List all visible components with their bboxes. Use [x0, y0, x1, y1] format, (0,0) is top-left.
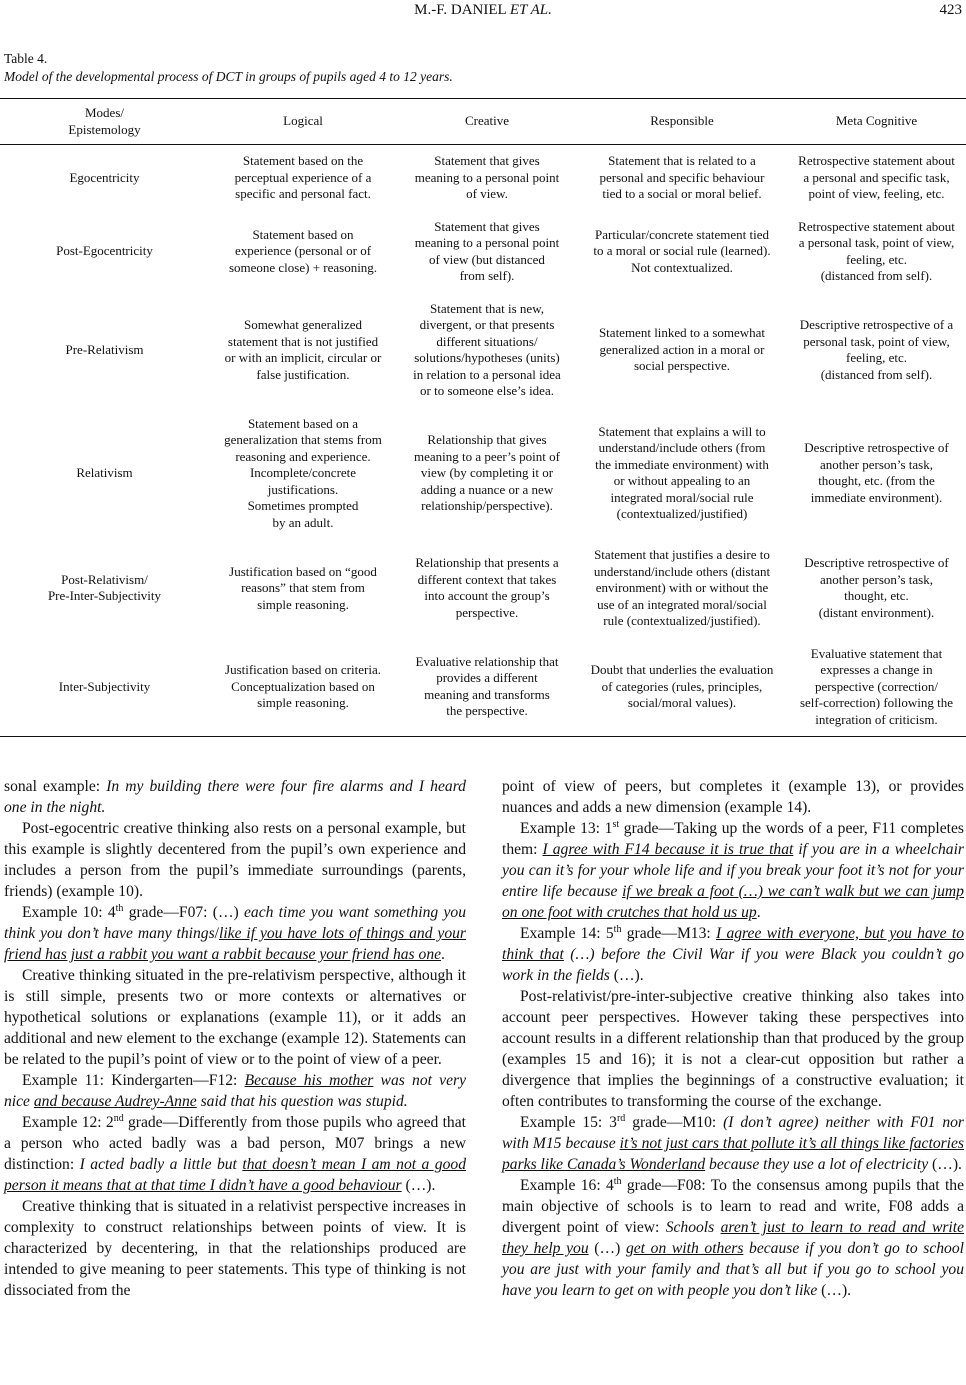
cell-logical: Somewhat generalized statement that is not justified or with an implicit, circular or false justification.	[224, 317, 382, 382]
column-header-metacognitive: Meta Cognitive	[835, 113, 918, 129]
cell-metacognitive: Descriptive retrospective of another person’s task, thought, etc. (from the immediate environment).	[804, 440, 949, 505]
developmental-model-table	[0, 98, 966, 737]
text-span: grade—Taking up the words of a peer, F11 completes them:	[502, 820, 964, 858]
row-mode: Pre-Relativism	[65, 341, 144, 357]
quoted-example: said that his question was stupid.	[196, 1093, 408, 1110]
running-header	[0, 2, 966, 19]
underlined-quote: I agree with F14 because it is true that	[542, 841, 794, 858]
cell-metacognitive: Descriptive retrospective of another person’s task, thought, etc. (distant environment).	[804, 555, 949, 620]
row-mode: Post-Relativism/ Pre-Inter-Subjectivity	[47, 571, 162, 604]
example-15	[502, 1112, 964, 1175]
text-span: grade—M10:	[625, 1114, 724, 1131]
text-span: grade—Differently from those pupils who agreed that a person who acted badly was a bad person, M07 brings a new distinction:	[4, 1114, 466, 1173]
table-row	[0, 638, 966, 737]
quoted-example: In my building there were four fire alarms and I heard one in the night.	[4, 778, 466, 816]
underlined-quote: get on with others	[625, 1240, 744, 1257]
underlined-quote: if we break a foot (…) we can’t walk but we can jump on one foot with crutches that hold us up	[502, 883, 964, 921]
cell-metacognitive: Descriptive retrospective of a personal task, point of view, feeling, etc. (distanced from self).	[799, 317, 954, 382]
ordinal-suffix: th	[613, 923, 622, 935]
quoted-example: each time you want something you think you don’t have many things	[4, 904, 466, 942]
example-14	[502, 923, 964, 986]
table-label: Table 4.	[4, 51, 48, 66]
quoted-example: (I don’t agree) neither with F01 nor with M15 because	[502, 1114, 964, 1152]
table-row	[0, 211, 966, 293]
column-header-responsible: Responsible	[650, 113, 714, 129]
table-row	[0, 145, 966, 211]
running-header-author: M.-F. DANIEL	[414, 2, 507, 18]
text-span: grade—F07: (…)	[123, 904, 244, 921]
text-span: Example 15: 3	[520, 1114, 617, 1131]
ordinal-suffix: rd	[616, 1112, 626, 1124]
text-span: (…).	[401, 1177, 436, 1194]
table-header-row	[0, 99, 966, 145]
paragraph: point of view of peers, but completes it (example 13), or provides nuances and adds a new dimension (example 14).	[502, 778, 964, 816]
underlined-quote: aren’t just to learn to read and write they help you	[502, 1219, 964, 1257]
example-11	[4, 1070, 466, 1112]
paragraph	[4, 776, 466, 818]
cell-logical: Statement based on the perceptual experience of a specific and personal fact.	[234, 153, 372, 201]
text-span: (…).	[817, 1282, 852, 1299]
table-row	[0, 293, 966, 408]
cell-creative: Relationship that gives meaning to a peer’s point of view (by completing it or adding a nuance or a new relationship/perspective).	[414, 432, 560, 513]
text-span: (…).	[609, 967, 644, 984]
left-text-column	[4, 776, 466, 1301]
text-span: Example 10: 4	[22, 904, 116, 921]
quoted-example: (…) before the Civil War if you were Black you couldn’t go work in the fields	[502, 946, 965, 984]
cell-responsible: Statement that justifies a desire to understand/include others (distant environment) with or without the use of an integrated moral/social rule (contextualized/justified).	[593, 547, 771, 628]
underlined-quote: I agree with everyone, but you have to think that	[502, 925, 964, 963]
cell-metacognitive: Retrospective statement about a personal task, point of view, feeling, etc. (distanced from self).	[798, 218, 955, 283]
text-span: (…)	[588, 1240, 626, 1257]
column-header-creative: Creative	[464, 113, 510, 129]
row-mode: Post-Egocentricity	[56, 243, 153, 259]
table-row	[0, 408, 966, 540]
ordinal-suffix: th	[115, 902, 124, 914]
cell-creative: Statement that is new, divergent, or that presents different situations/ solutions/hypotheses (units) in relation to a personal idea or to someone else’s idea.	[413, 300, 561, 398]
ordinal-suffix: th	[613, 1175, 622, 1187]
quoted-example: because if you don’t go to school you are just with your family and that’s all but if you go to school you have you learn to get on with people you don’t like	[502, 1240, 964, 1299]
cell-logical: Justification based on criteria. Conceptualization based on simple reasoning.	[225, 662, 381, 710]
ordinal-suffix: st	[612, 818, 620, 830]
cell-responsible: Statement that explains a will to understand/include others (from the immediate environment) with or without appealing to an integrated moral/social rule (contextualized/justified)	[595, 423, 769, 522]
example-13	[502, 818, 964, 923]
quoted-example: Schools	[665, 1219, 721, 1236]
column-header-modes: Modes/ Epistemology	[68, 105, 141, 137]
text-span: grade—M13:	[621, 925, 716, 942]
row-mode: Inter-Subjectivity	[58, 678, 151, 694]
page-number: 423	[939, 2, 962, 18]
text-span: Example 16: 4	[520, 1177, 614, 1194]
quoted-example: because they use a lot of electricity	[705, 1156, 929, 1173]
example-10	[4, 902, 466, 965]
running-header-etal: ET AL.	[509, 2, 552, 18]
cell-creative: Evaluative relationship that provides a different meaning and transforms the perspective.	[415, 653, 559, 719]
paragraph: Creative thinking situated in the pre-relativism perspective, although it is still simple, presents two or more contexts or alternatives or hypothetical solutions or explanations (example 11), or it adds an additional and new element to the exchange (example 12). Statements can be related to the pupil’s point of view or to the point of view of a peer.	[4, 967, 467, 1068]
underlined-quote: like if you have lots of things and your friend has just a rabbit you want a rabbit because your friend has one	[4, 925, 466, 963]
example-12	[4, 1112, 466, 1196]
text-span: .	[756, 904, 761, 921]
cell-responsible: Statement that is related to a personal and specific behaviour tied to a social or moral belief.	[599, 153, 765, 201]
quoted-example: was not very nice	[4, 1072, 466, 1110]
cell-creative: Statement that gives meaning to a personal point of view (but distanced from self).	[414, 218, 560, 283]
cell-creative: Relationship that presents a different context that takes into account the group’s perspective.	[415, 555, 559, 620]
text-span: Example 13: 1	[520, 820, 613, 837]
cell-responsible: Particular/concrete statement tied to a moral or social rule (learned). Not contextualized.	[593, 226, 771, 275]
example-16	[502, 1175, 964, 1301]
cell-metacognitive: Evaluative statement that expresses a change in perspective (correction/ self-correction) following the integration of criticism.	[799, 645, 954, 727]
text-span: Example 14: 5	[520, 925, 614, 942]
right-text-column	[502, 776, 964, 1301]
text-span: Example 11: Kindergarten—F12:	[22, 1072, 245, 1089]
row-mode: Relativism	[76, 465, 133, 480]
cell-responsible: Statement linked to a somewhat generalized action in a moral or social perspective.	[598, 325, 766, 374]
underlined-quote: Because his mother	[244, 1072, 374, 1089]
underlined-quote: that doesn’t mean I am not a good person it means that at that time I didn’t have a good behaviour	[4, 1156, 466, 1194]
quoted-example: I acted badly a little but	[79, 1156, 243, 1173]
quoted-example: if you are in a wheelchair you can it’s for your whole life and if you break your foot it’s not for your entire life because	[502, 841, 964, 900]
table-title: Model of the developmental process of DCT in groups of pupils aged 4 to 12 years.	[4, 69, 453, 84]
text-span: sonal example:	[4, 778, 107, 795]
row-mode: Egocentricity	[69, 169, 140, 185]
paragraph: Post-egocentric creative thinking also rests on a personal example, but this example is slightly decentered from the pupil’s own experience and includes a person from the pupil’s immediate surroundings (parents, friends) (example 10).	[4, 820, 466, 900]
text-span: .	[441, 946, 445, 963]
text-span: /	[214, 925, 220, 942]
text-span: (…).	[928, 1156, 962, 1173]
table-caption	[4, 50, 453, 86]
cell-logical: Justification based on “good reasons” that stem from simple reasoning.	[229, 563, 377, 612]
text-span: Example 12: 2	[22, 1114, 114, 1131]
cell-metacognitive: Retrospective statement about a personal and specific task, point of view, feeling, etc.	[798, 153, 955, 201]
table-row	[0, 539, 966, 638]
underlined-quote: it’s not just cars that pollute it’s all things like factories parks like Canada’s Wonderland	[502, 1135, 965, 1173]
cell-creative: Statement that gives meaning to a personal point of view.	[414, 153, 560, 201]
cell-logical: Statement based on a generalization that stems from reasoning and experience. Incomplete/concrete justifications. Sometimes prompted by an adult.	[224, 415, 382, 530]
ordinal-suffix: nd	[113, 1112, 124, 1124]
underlined-quote: and because Audrey-Anne	[33, 1093, 197, 1110]
paragraph: Creative thinking that is situated in a relativist perspective increases in complexity to construct relationships between points of view. It is characterized by decentering, in that the relationships produced are intended to give meaning to peer statements. This type of thinking is not dissociated from the	[4, 1198, 466, 1299]
paragraph: Post-relativist/pre-inter-subjective creative thinking also takes into account peer perspectives. However taking these perspectives into account results in a different relationship than that produced by the group (examples 15 and 16); it is not a clear-cut opposition but rather a divergence that implies the beginnings of a constructive evaluation; it often contributes to transforming the course of the exchange.	[502, 988, 964, 1110]
cell-responsible: Doubt that underlies the evaluation of categories (rules, principles, social/moral values).	[590, 662, 774, 710]
column-header-logical: Logical	[283, 113, 323, 129]
cell-logical: Statement based on experience (personal or of someone close) + reasoning.	[228, 226, 378, 275]
text-span: grade—F08: To the consensus among pupils that the main objective of schools is to learn to read and write, F08 adds a divergent point of view:	[502, 1177, 964, 1236]
